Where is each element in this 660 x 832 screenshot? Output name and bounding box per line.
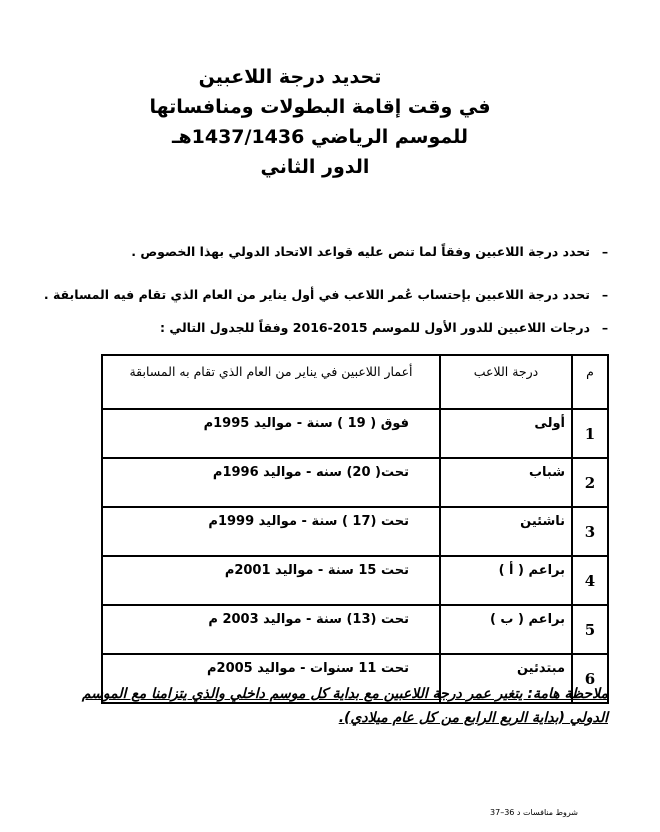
row-num: 4 [572,556,608,605]
row-grade: براعم ( أ ) [440,556,572,605]
bullet-text: تحدد درجة اللاعبين وفقاً لما تنص عليه قواعد الاتحاد الدولي بهذا الخصوص . [131,244,590,259]
title-line-1: تحديد درجة اللاعبين [198,66,382,88]
grades-table [101,354,609,704]
bullet-item-3 [160,320,620,335]
bullet-item-1 [131,244,620,259]
row-age: تحت 11 سنوات - مواليد 2005م [102,654,440,703]
table-row [102,605,608,654]
header-num: م [572,355,608,409]
bullet-text: درجات اللاعبين للدور الأول للموسم 2015-2016 وفقاً للجدول التالي : [159,320,590,335]
row-grade: مبتدئين [440,654,572,703]
dash-marker: – [601,287,609,302]
row-grade: ناشئين [440,507,572,556]
row-age: فوق ( 19 ) سنة - مواليد 1995م [102,409,440,458]
table-row [102,556,608,605]
title-line-2: في وقت إقامة البطولات ومنافساتها [149,96,491,118]
row-age: تحت (13) سنة - مواليد 2003 م [102,605,440,654]
row-num: 5 [572,605,608,654]
bullet-text: تحدد درجة اللاعبين بإحتساب عُمر اللاعب في أول يناير من العام الذي تقام فيه المسابقة . [43,287,590,302]
title-line-4: الدور الثاني [260,156,370,178]
row-age: تحت( 20) سنه - مواليد 1996م [102,458,440,507]
table-row [102,409,608,458]
header-grade: درجة اللاعب [440,355,572,409]
bullet-item-2 [44,287,620,302]
row-num: 2 [572,458,608,507]
row-num: 3 [572,507,608,556]
table-header-row [102,355,608,409]
row-grade: أولى [440,409,572,458]
row-grade: شباب [440,458,572,507]
row-num: 1 [572,409,608,458]
table-row [102,507,608,556]
important-note: ملاحظة هامة: يتغير عمر درجة اللاعبين مع بداية كل موسم داخلي والذي يتزامنا مع الموسم الدولي (بداية الربع الرابع من كل عام ميلادي). [81,686,608,726]
row-age: تحت (17 ) سنة - مواليد 1999م [102,507,440,556]
row-age: تحت 15 سنة - مواليد 2001م [102,556,440,605]
dash-marker: – [601,244,609,259]
row-num: 6 [572,654,608,703]
table-row [102,458,608,507]
page-footer: شروط منافسات د 36–37 [490,808,579,817]
header-age: أعمار اللاعبين في يناير من العام الذي تقام به المسابقة [102,355,440,409]
dash-marker: – [601,320,609,335]
title-line-3: للموسم الرياضي 1437/1436هـ [171,126,469,148]
row-grade: براعم ( ب ) [440,605,572,654]
